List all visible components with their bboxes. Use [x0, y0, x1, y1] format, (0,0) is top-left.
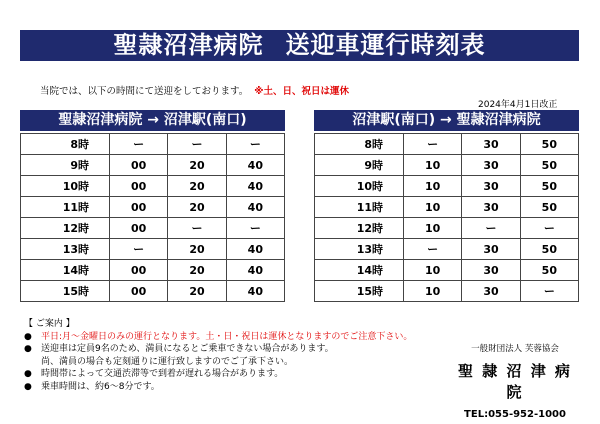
note-text: 平日:月～金曜日のみの運行となります。土・日・祝日は運休となりますのでご注意下さい。 [41, 331, 413, 342]
departure-minute-cell: 00 [110, 218, 168, 239]
timetable-row [21, 197, 285, 218]
departure-minute-cell: 40 [226, 260, 284, 281]
timetable-row [21, 155, 285, 176]
timetable-row [21, 176, 285, 197]
hour-cell: 15時 [315, 281, 404, 302]
departure-minute-cell: 20 [168, 239, 226, 260]
hour-cell: 12時 [21, 218, 110, 239]
closed-days-note: ※土、日、祝日は運休 [254, 86, 349, 97]
timetable-row [21, 260, 285, 281]
note-item [24, 331, 412, 344]
hour-cell: 14時 [315, 260, 404, 281]
note-item [24, 368, 412, 381]
departure-minute-cell: 50 [520, 239, 578, 260]
departure-minute-cell: 30 [462, 134, 520, 155]
organization-phone: TEL:055-952-1000 [464, 409, 566, 420]
departure-minute-cell: ー [226, 134, 284, 155]
departure-minute-cell: 30 [462, 176, 520, 197]
departure-minute-cell: 00 [110, 281, 168, 302]
bullet-icon: ● [24, 331, 32, 342]
timetable-inbound-heading: 沼津駅(南口) → 聖隷沼津病院 [314, 110, 579, 131]
note-text: 送迎車は定員9名のため、満員になるとご乗車できない場合があります。 [41, 344, 334, 355]
departure-minute-cell: ー [404, 239, 462, 260]
revision-date: 2024年4月1日改正 [478, 100, 558, 110]
departure-minute-cell: 30 [462, 260, 520, 281]
departure-minute-cell: ー [168, 134, 226, 155]
title-hospital: 聖隷沼津病院 [113, 31, 264, 59]
timetable-row [315, 260, 579, 281]
departure-minute-cell: 10 [404, 260, 462, 281]
organization-label: 一般財団法人 芙蓉協会 [471, 344, 559, 354]
notes-title: 【 ご案内 】 [24, 319, 75, 329]
departure-minute-cell: 50 [520, 176, 578, 197]
departure-minute-cell: ー [462, 218, 520, 239]
departure-minute-cell: 10 [404, 281, 462, 302]
note-item [24, 356, 412, 369]
note-text: 尚、満員の場合も定刻通りに運行致しますのでご了承下さい。 [41, 356, 294, 367]
timetable-outbound-heading: 聖隷沼津病院 → 沼津駅(南口) [20, 110, 285, 131]
note-text: 乗車時間は、約6～8分です。 [41, 381, 160, 392]
departure-minute-cell: 50 [520, 134, 578, 155]
hour-cell: 11時 [21, 197, 110, 218]
hour-cell: 9時 [315, 155, 404, 176]
departure-minute-cell: 30 [462, 239, 520, 260]
departure-minute-cell: ー [404, 134, 462, 155]
departure-minute-cell: 30 [462, 155, 520, 176]
timetable-row [315, 197, 579, 218]
intro-line [40, 83, 349, 97]
hour-cell: 14時 [21, 260, 110, 281]
departure-minute-cell: 10 [404, 197, 462, 218]
timetable-row [315, 176, 579, 197]
bullet-icon: ● [24, 369, 32, 380]
departure-minute-cell: 20 [168, 281, 226, 302]
departure-minute-cell: 00 [110, 260, 168, 281]
timetable-row [315, 281, 579, 302]
departure-minute-cell: 10 [404, 218, 462, 239]
departure-minute-cell: 00 [110, 197, 168, 218]
departure-minute-cell: 20 [168, 155, 226, 176]
departure-minute-cell: 50 [520, 155, 578, 176]
departure-minute-cell: 10 [404, 155, 462, 176]
hour-cell: 10時 [315, 176, 404, 197]
departure-minute-cell: 30 [462, 197, 520, 218]
organization-block [455, 342, 575, 420]
departure-minute-cell: 10 [404, 176, 462, 197]
departure-minute-cell: ー [520, 218, 578, 239]
note-item [24, 343, 412, 356]
timetable-row [315, 134, 579, 155]
timetable-row [21, 134, 285, 155]
page-title [20, 30, 579, 61]
timetable-outbound [20, 110, 285, 302]
hour-cell: 9時 [21, 155, 110, 176]
departure-minute-cell: 50 [520, 260, 578, 281]
departure-minute-cell: 30 [462, 281, 520, 302]
departure-minute-cell: ー [110, 134, 168, 155]
note-item [24, 381, 412, 394]
departure-minute-cell: ー [226, 218, 284, 239]
hour-cell: 8時 [21, 134, 110, 155]
departure-minute-cell: 20 [168, 197, 226, 218]
notes [24, 318, 412, 394]
timetable-inbound [314, 110, 579, 302]
timetable-row [315, 218, 579, 239]
timetable-outbound-table [20, 133, 285, 302]
timetable-row [315, 239, 579, 260]
hour-cell: 12時 [315, 218, 404, 239]
timetable-row [21, 281, 285, 302]
departure-minute-cell: ー [520, 281, 578, 302]
departure-minute-cell: 40 [226, 176, 284, 197]
bullet-icon: ● [24, 381, 32, 392]
hour-cell: 13時 [315, 239, 404, 260]
note-text: 時間帯によって交通渋滞等で到着が遅れる場合があります。 [41, 369, 284, 380]
departure-minute-cell: 40 [226, 197, 284, 218]
intro-text: 当院では、以下の時間にて送迎をしております。 [40, 86, 249, 97]
bullet-icon: ● [24, 344, 32, 355]
timetable-row [315, 155, 579, 176]
hour-cell: 15時 [21, 281, 110, 302]
timetable-row [21, 239, 285, 260]
departure-minute-cell: 40 [226, 155, 284, 176]
hour-cell: 10時 [21, 176, 110, 197]
departure-minute-cell: 20 [168, 260, 226, 281]
timetable-row [21, 218, 285, 239]
title-timetable: 送迎車運行時刻表 [285, 31, 486, 59]
departure-minute-cell: ー [168, 218, 226, 239]
departure-minute-cell: 20 [168, 176, 226, 197]
hour-cell: 8時 [315, 134, 404, 155]
departure-minute-cell: 00 [110, 155, 168, 176]
organization-name: 聖 隷 沼 津 病 院 [458, 362, 572, 401]
departure-minute-cell: 40 [226, 281, 284, 302]
departure-minute-cell: 50 [520, 197, 578, 218]
timetable-inbound-table [314, 133, 579, 302]
departure-minute-cell: 00 [110, 176, 168, 197]
hour-cell: 13時 [21, 239, 110, 260]
departure-minute-cell: ー [110, 239, 168, 260]
departure-minute-cell: 40 [226, 239, 284, 260]
hour-cell: 11時 [315, 197, 404, 218]
